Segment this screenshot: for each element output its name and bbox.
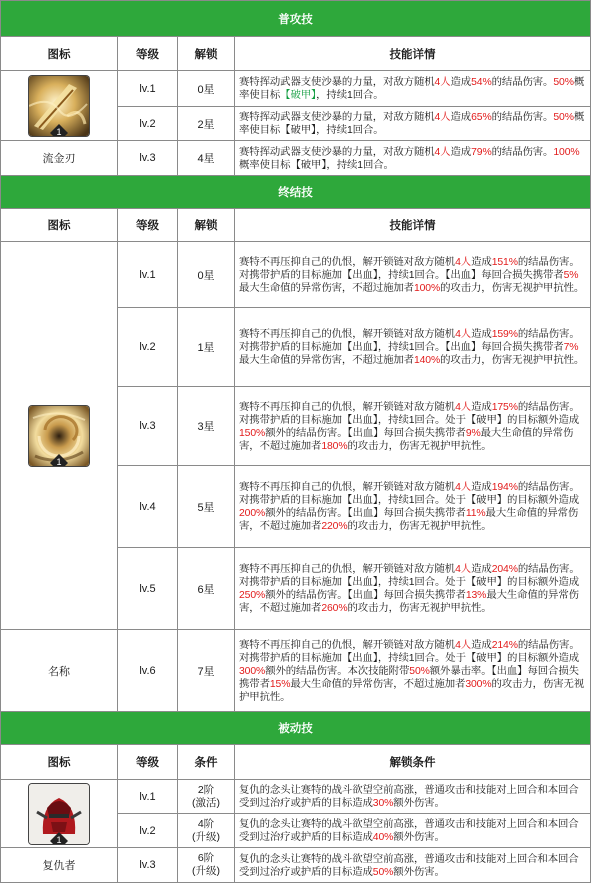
detail-text: 造成 [471, 564, 492, 575]
detail-cell [235, 848, 591, 883]
badge-number: 1 [56, 126, 62, 136]
detail-text: 的结晶伤害。 [491, 112, 554, 123]
detail-text: 的攻击力，伤害无视护甲抗性。 [347, 440, 492, 452]
icon-cell [1, 780, 118, 848]
detail-text: 赛特挥动武器支使沙暴的力量，对敌方随机 [239, 146, 435, 158]
header-row [1, 745, 591, 780]
highlight-value: 7% [563, 342, 579, 353]
detail-text: 概率使目标【破甲】，持续1回合。 [239, 112, 585, 136]
detail-text: 额外的结晶伤害。【出血】每回合损失携带者 [265, 427, 466, 439]
badge-number: 1 [56, 456, 62, 466]
highlight-value: 15% [269, 678, 291, 690]
highlight-value: 40% [372, 832, 394, 843]
highlight-value: 204% [491, 564, 518, 575]
level-cell: lv.1 [118, 71, 178, 107]
highlight-value: 11% [465, 508, 486, 519]
section-passive [1, 712, 591, 745]
section-title: 被动技 [1, 712, 591, 745]
detail-text: 概率使目标 [239, 77, 585, 101]
detail-cell [235, 242, 591, 308]
unlock-cell: 5星 [178, 466, 235, 548]
unlock-cell: 2星 [178, 107, 235, 141]
header-level: 等级 [118, 37, 178, 71]
detail-text: 造成 [471, 329, 492, 340]
highlight-value: 180% [321, 440, 348, 452]
detail-text: 最大生命值的异常伤害，不超过施加者 [239, 590, 579, 614]
detail-text: 额外伤害。 [393, 866, 445, 878]
skill-row [1, 242, 591, 308]
highlight-value: 4人 [455, 482, 472, 493]
status-tag: 【破甲】 [280, 90, 317, 101]
level-cell: lv.1 [118, 780, 178, 814]
skill-name: 流金刃 [1, 141, 118, 176]
detail-text: 的攻击力，伤害无视护甲抗性。 [440, 355, 585, 366]
highlight-value: 50% [553, 112, 574, 123]
level-cell: lv.1 [118, 242, 178, 308]
detail-text: 赛特不再压抑自己的仇恨，解开锁链对敌方随机 [239, 329, 456, 340]
detail-text: 最大生命值的异常伤害，不超过施加者 [239, 427, 574, 452]
highlight-value: 214% [491, 639, 518, 651]
highlight-value: 30% [372, 798, 394, 809]
skill-row [1, 780, 591, 814]
highlight-value: 79% [471, 146, 492, 158]
icon-cell [1, 71, 118, 141]
detail-cell [235, 780, 591, 814]
highlight-value: 4人 [455, 639, 472, 651]
highlight-value: 300% [465, 678, 492, 690]
header-unlock: 解锁 [178, 209, 235, 242]
detail-text: 概率使目标【破甲】，持续1回合。 [239, 159, 394, 171]
detail-text: 的结晶伤害。对携带护盾的目标施加【出血】，持续1回合。处于【破甲】的目标额外造成 [239, 482, 580, 506]
header-icon: 图标 [1, 745, 118, 780]
detail-text: 赛特不再压抑自己的仇恨，解开锁链对敌方随机 [239, 401, 456, 413]
highlight-value: 65% [471, 112, 492, 123]
detail-text: 复仇的念头让赛特的战斗欲望空前高涨，普通攻击和技能对上回合和本回合受到过治疗或护盾的目标造成 [239, 785, 579, 809]
detail-cell [235, 548, 591, 630]
detail-text: 造成 [450, 146, 472, 158]
golden-blade-skill-icon [29, 76, 89, 136]
detail-text: 的结晶伤害。对携带护盾的目标施加【出血】，持续1回合。【出血】每回合损失携带者 [239, 329, 580, 353]
skill-name: 复仇者 [1, 848, 118, 883]
badge-number: 1 [56, 834, 62, 844]
section-title: 普攻技 [1, 1, 591, 37]
level-cell: lv.3 [118, 141, 178, 176]
cond-sub: (升级) [192, 865, 220, 877]
level-cell: lv.2 [118, 814, 178, 848]
skill-row [1, 71, 591, 107]
detail-text: 赛特不再压抑自己的仇恨，解开锁链对敌方随机 [239, 256, 456, 268]
highlight-value: 4人 [434, 112, 451, 123]
detail-cell [235, 308, 591, 387]
highlight-value: 5% [563, 269, 579, 281]
highlight-value: 4人 [455, 329, 472, 340]
detail-cell [235, 107, 591, 141]
skill-row [1, 630, 591, 712]
highlight-value: 54% [471, 77, 492, 88]
highlight-value: 300% [239, 665, 266, 677]
detail-cell [235, 814, 591, 848]
highlight-value: 100% [553, 146, 580, 158]
detail-text: 额外的结晶伤害。本次技能附带 [265, 665, 410, 677]
header-detail: 技能详情 [235, 37, 591, 71]
detail-text: 的攻击力，伤害无视护甲抗性。 [239, 678, 585, 703]
unlock-cell: 7星 [178, 630, 235, 712]
header-level: 等级 [118, 745, 178, 780]
detail-cell [235, 466, 591, 548]
sandstorm-vortex-skill-icon [29, 406, 89, 466]
level-cell: lv.5 [118, 548, 178, 630]
cond-cell [178, 814, 235, 848]
section-normal-attack [1, 1, 591, 37]
highlight-value: 220% [321, 521, 348, 532]
highlight-value: 100% [413, 282, 441, 294]
detail-text: 造成 [471, 401, 492, 413]
highlight-value: 250% [239, 590, 266, 601]
level-cell: lv.2 [118, 107, 178, 141]
section-ultimate [1, 176, 591, 209]
level-cell: lv.3 [118, 387, 178, 466]
detail-text: 额外伤害。 [393, 832, 445, 843]
highlight-value: 4人 [434, 146, 451, 158]
detail-text: 的攻击力，伤害无视护甲抗性。 [440, 282, 585, 294]
level-cell: lv.3 [118, 848, 178, 883]
unlock-cell: 1星 [178, 308, 235, 387]
header-detail: 技能详情 [235, 209, 591, 242]
detail-text: 赛特不再压抑自己的仇恨，解开锁链对敌方随机 [239, 564, 456, 575]
highlight-value: 50% [553, 77, 574, 88]
detail-text: 的结晶伤害。 [491, 146, 554, 158]
detail-text: 赛特挥动武器支使沙暴的力量，对敌方随机 [239, 77, 435, 88]
highlight-value: 50% [409, 665, 430, 677]
highlight-value: 4人 [455, 401, 472, 413]
unlock-cell: 0星 [178, 71, 235, 107]
level-cell: lv.2 [118, 308, 178, 387]
unlock-cell: 3星 [178, 387, 235, 466]
detail-cell [235, 387, 591, 466]
detail-text: 最大生命值的异常伤害，不超过施加者 [239, 508, 579, 532]
highlight-value: 13% [465, 590, 487, 601]
highlight-value: 9% [465, 427, 481, 439]
detail-text: 最大生命值的异常伤害，不超过施加者 [239, 355, 414, 366]
detail-text: 复仇的念头让赛特的战斗欲望空前高涨，普通攻击和技能对上回合和本回合受到过治疗或护盾的目标造成 [239, 819, 579, 843]
detail-text: 最大生命值的异常伤害，不超过施加者 [239, 282, 414, 294]
cond-cell [178, 780, 235, 814]
detail-text: 造成 [471, 639, 492, 651]
unlock-cell: 6星 [178, 548, 235, 630]
icon-cell [1, 242, 118, 630]
highlight-value: 159% [491, 329, 518, 340]
detail-text: 造成 [450, 112, 472, 123]
cond-stage: 2阶 [197, 783, 215, 796]
header-row [1, 37, 591, 71]
header-cond: 条件 [178, 745, 235, 780]
cond-sub: (激活) [192, 796, 220, 809]
highlight-value: 140% [413, 355, 441, 366]
detail-text: 额外伤害。 [393, 798, 445, 809]
detail-text: 造成 [471, 256, 492, 268]
header-level: 等级 [118, 209, 178, 242]
highlight-value: 200% [239, 508, 266, 519]
highlight-value: 194% [491, 482, 518, 493]
detail-text: 造成 [471, 482, 492, 493]
detail-text: 的结晶伤害。对携带护盾的目标施加【出血】，持续1回合。【出血】每回合损失携带者 [239, 256, 580, 281]
detail-text: 赛特不再压抑自己的仇恨，解开锁链对敌方随机 [239, 639, 456, 651]
section-title: 终结技 [1, 176, 591, 209]
detail-text: 赛特不再压抑自己的仇恨，解开锁链对敌方随机 [239, 482, 456, 493]
detail-text: 造成 [450, 77, 472, 88]
detail-text: 额外暴击率。【出血】每回合损失携带者 [239, 665, 579, 690]
detail-cell [235, 141, 591, 176]
detail-text: 的结晶伤害。 [491, 77, 554, 88]
header-unlock-cond: 解锁条件 [235, 745, 591, 780]
cond-cell [178, 848, 235, 883]
highlight-value: 4人 [455, 564, 472, 575]
detail-text: 的结晶伤害。对携带护盾的目标施加【出血】，持续1回合。处于【破甲】的目标额外造成 [239, 401, 580, 426]
level-cell: lv.4 [118, 466, 178, 548]
detail-text: 赛特挥动武器支使沙暴的力量，对敌方随机 [239, 112, 435, 123]
highlight-value: 4人 [455, 256, 472, 268]
cond-sub: (升级) [192, 830, 220, 843]
detail-text: 额外的结晶伤害。【出血】每回合损失携带者 [265, 590, 466, 601]
skill-row [1, 141, 591, 176]
header-icon: 图标 [1, 209, 118, 242]
unlock-cell: 0星 [178, 242, 235, 308]
level-cell: lv.6 [118, 630, 178, 712]
skill-row [1, 848, 591, 883]
highlight-value: 260% [321, 603, 348, 614]
highlight-value: 175% [491, 401, 518, 413]
detail-text: 复仇的念头让赛特的战斗欲望空前高涨，普通攻击和技能对上回合和本回合受到过治疗或护盾的目标造成 [239, 853, 579, 878]
avenger-helmet-skill-icon [29, 784, 89, 844]
detail-text: 额外的结晶伤害。【出血】每回合损失携带者 [265, 508, 466, 519]
detail-text: 的结晶伤害。对携带护盾的目标施加【出血】，持续1回合。处于【破甲】的目标额外造成 [239, 564, 580, 588]
detail-text: 的攻击力，伤害无视护甲抗性。 [347, 603, 492, 614]
cond-stage: 6阶 [197, 852, 215, 864]
header-row [1, 209, 591, 242]
highlight-value: 50% [372, 866, 394, 878]
unlock-cell: 4星 [178, 141, 235, 176]
cond-stage: 4阶 [197, 817, 215, 830]
detail-cell [235, 630, 591, 712]
header-unlock: 解锁 [178, 37, 235, 71]
skill-name: 名称 [1, 630, 118, 712]
detail-text: 的攻击力，伤害无视护甲抗性。 [347, 521, 492, 532]
highlight-value: 4人 [434, 77, 451, 88]
highlight-value: 150% [239, 427, 266, 439]
detail-text: 的结晶伤害。对携带护盾的目标施加【出血】，持续1回合。处于【破甲】的目标额外造成 [239, 639, 580, 664]
detail-text: ，持续1回合。 [316, 90, 384, 101]
highlight-value: 151% [491, 256, 518, 268]
detail-text: 最大生命值的异常伤害，不超过施加者 [290, 678, 466, 690]
detail-cell [235, 71, 591, 107]
header-icon: 图标 [1, 37, 118, 71]
